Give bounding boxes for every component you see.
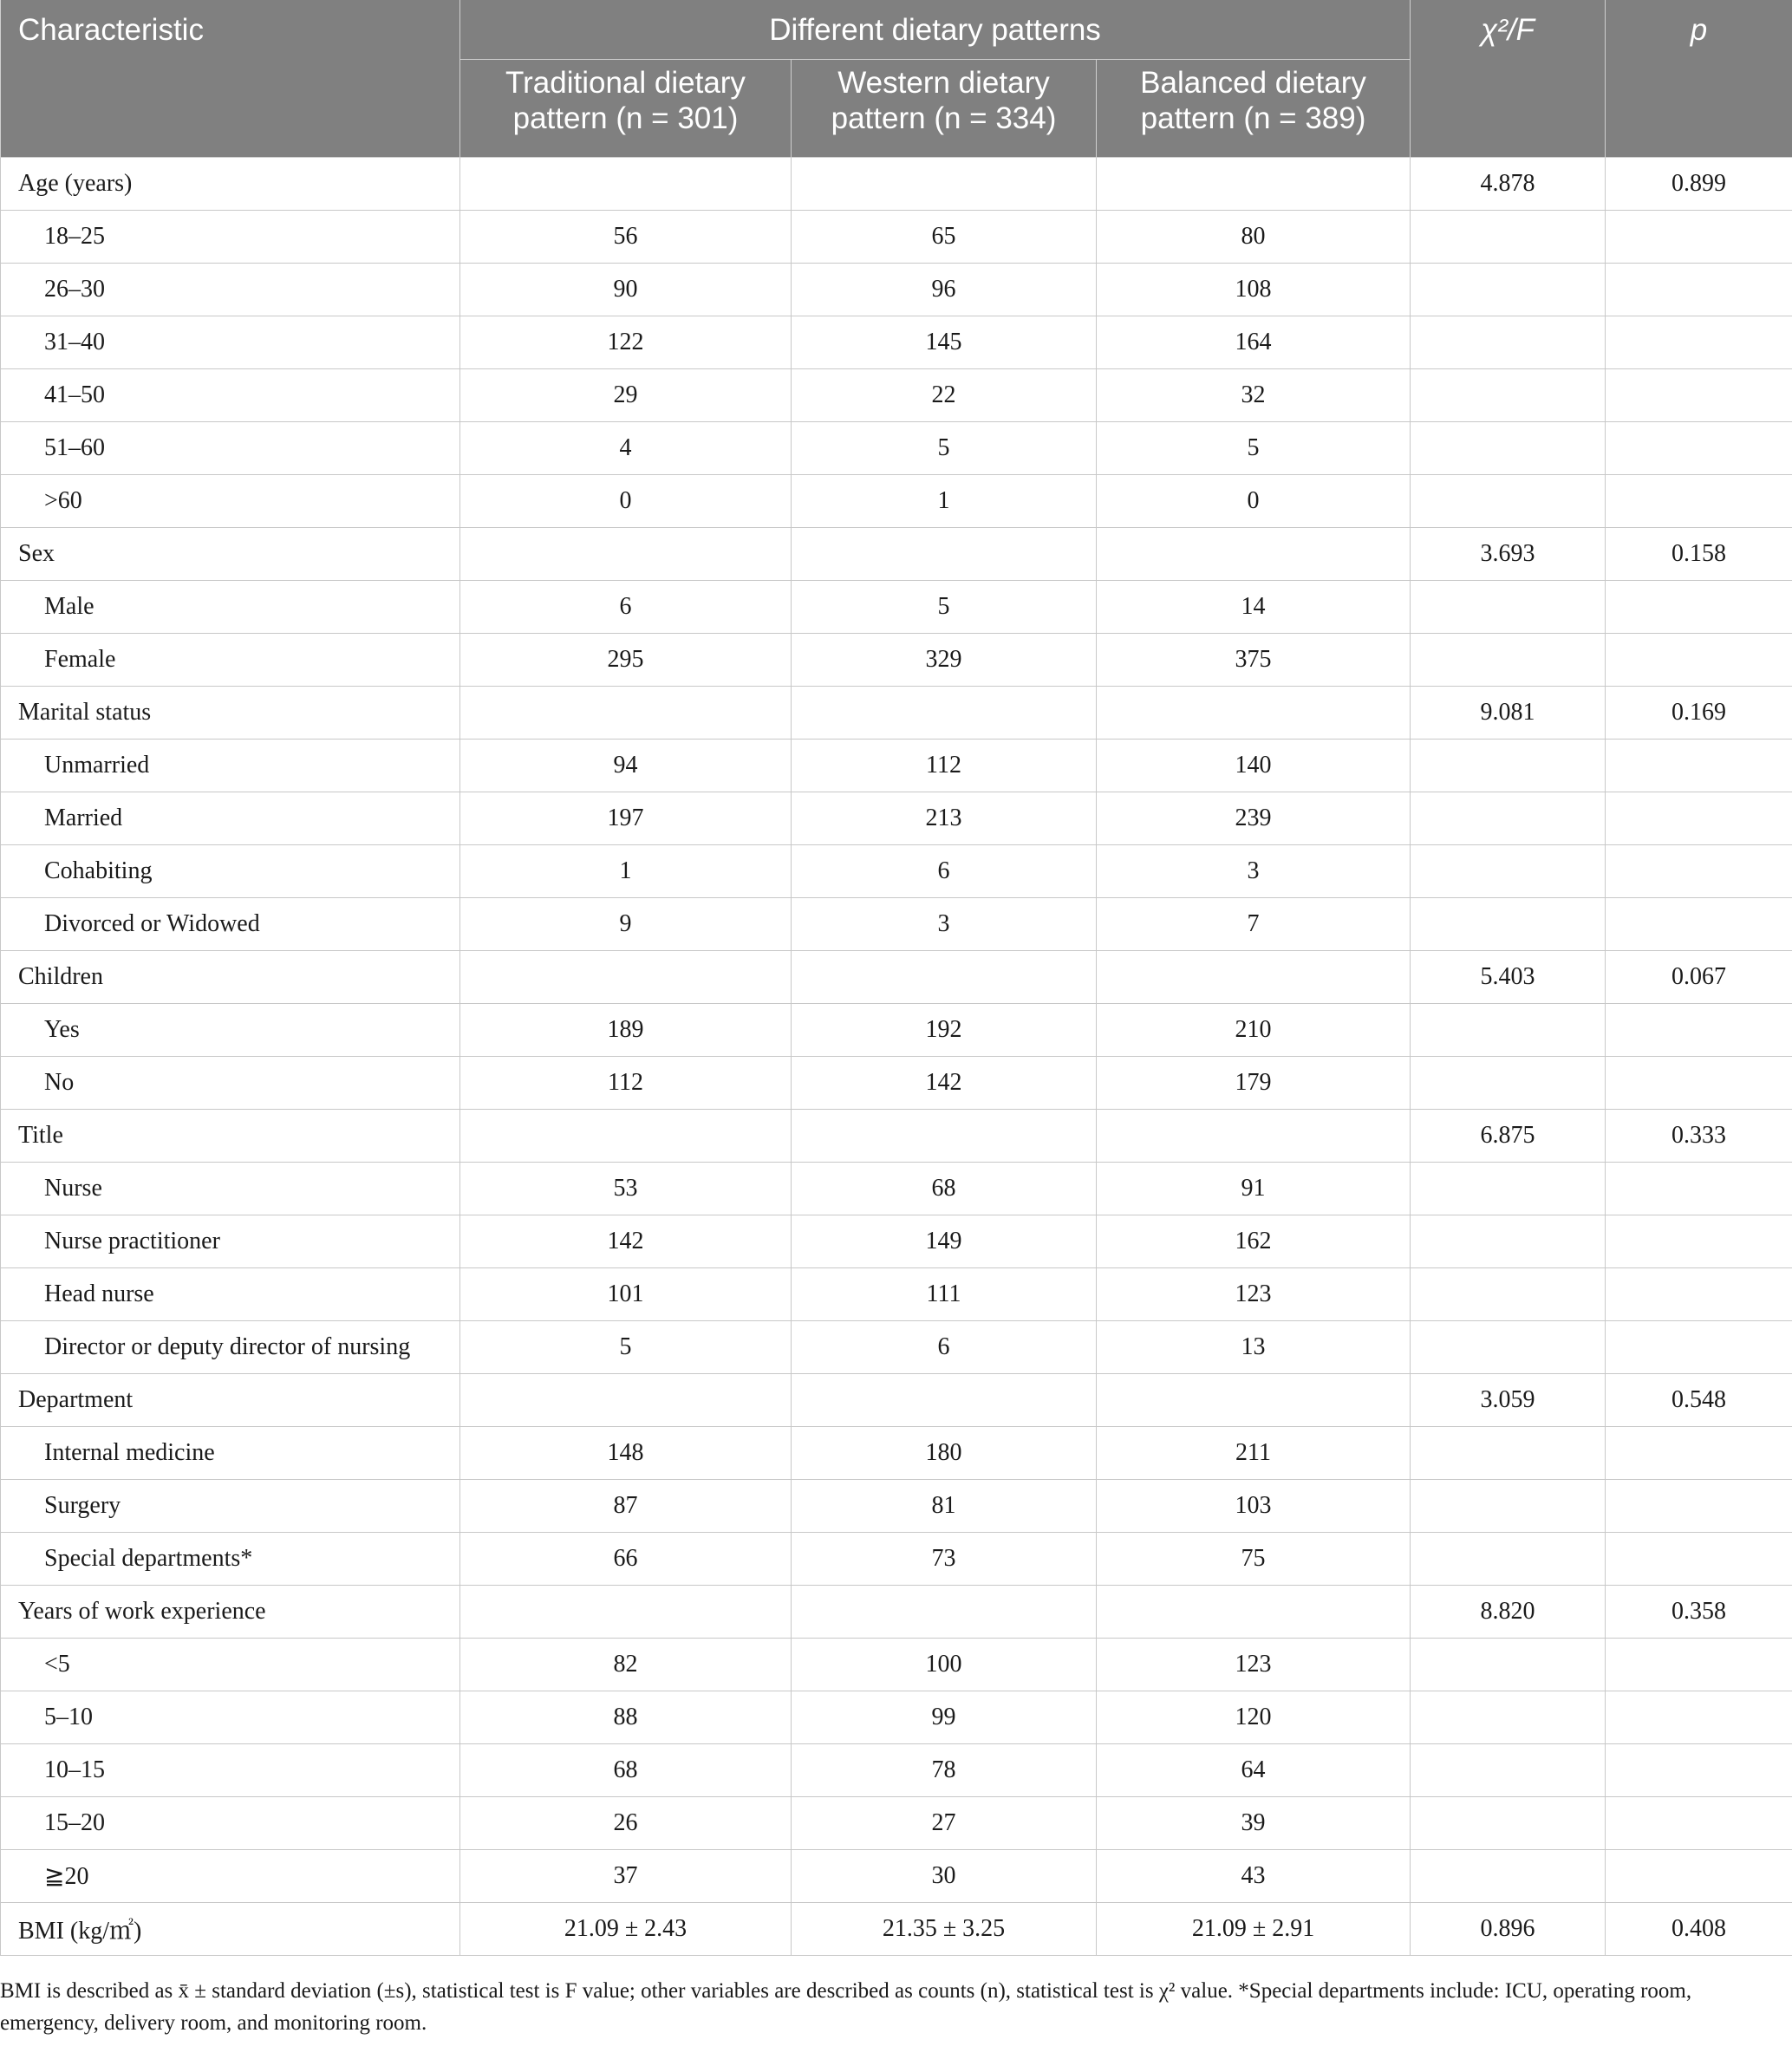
table-row (1, 950, 1792, 1003)
table-row (1, 1638, 1792, 1691)
row-label: 10–15 (1, 1743, 460, 1796)
cell-western: 1 (792, 474, 1097, 527)
table-row (1, 1320, 1792, 1373)
cell-western: 329 (792, 633, 1097, 686)
cell-balanced: 32 (1097, 368, 1411, 421)
row-label: 31–40 (1, 316, 460, 368)
cell-traditional: 122 (460, 316, 792, 368)
table-row (1, 1109, 1792, 1162)
row-label: Married (1, 792, 460, 844)
table-row (1, 1743, 1792, 1796)
cell-traditional: 37 (460, 1849, 792, 1902)
table-row (1, 686, 1792, 739)
cell-traditional: 53 (460, 1162, 792, 1215)
cell-balanced: 75 (1097, 1532, 1411, 1585)
cell-p (1606, 1056, 1792, 1109)
row-label: Yes (1, 1003, 460, 1056)
cell-balanced (1097, 527, 1411, 580)
cell-traditional: 0 (460, 474, 792, 527)
table-body (1, 157, 1792, 1955)
cell-western: 100 (792, 1638, 1097, 1691)
cell-p: 0.067 (1606, 950, 1792, 1003)
row-label: Unmarried (1, 739, 460, 792)
cell-stat (1411, 1479, 1606, 1532)
cell-stat (1411, 316, 1606, 368)
cell-western: 30 (792, 1849, 1097, 1902)
cell-western: 78 (792, 1743, 1097, 1796)
cell-western (792, 527, 1097, 580)
table-row (1, 1215, 1792, 1267)
cell-p: 0.158 (1606, 527, 1792, 580)
cell-stat (1411, 1215, 1606, 1267)
cell-balanced (1097, 1109, 1411, 1162)
cell-p (1606, 1796, 1792, 1849)
cell-balanced: 164 (1097, 316, 1411, 368)
cell-traditional: 197 (460, 792, 792, 844)
cell-traditional: 68 (460, 1743, 792, 1796)
cell-p (1606, 1003, 1792, 1056)
table-row (1, 1849, 1792, 1902)
cell-p: 0.899 (1606, 157, 1792, 210)
header-balanced-line1: Balanced dietary (1140, 65, 1366, 100)
cell-stat (1411, 1267, 1606, 1320)
cell-p (1606, 1638, 1792, 1691)
cell-p (1606, 897, 1792, 950)
row-label: Sex (1, 527, 460, 580)
row-label: Head nurse (1, 1267, 460, 1320)
cell-western (792, 1109, 1097, 1162)
cell-balanced: 13 (1097, 1320, 1411, 1373)
cell-balanced (1097, 950, 1411, 1003)
header-traditional-line1: Traditional dietary (505, 65, 746, 100)
cell-p (1606, 792, 1792, 844)
cell-traditional: 87 (460, 1479, 792, 1532)
cell-traditional: 26 (460, 1796, 792, 1849)
row-label: No (1, 1056, 460, 1109)
cell-traditional: 142 (460, 1215, 792, 1267)
cell-stat: 6.875 (1411, 1109, 1606, 1162)
table-row (1, 633, 1792, 686)
cell-stat (1411, 1796, 1606, 1849)
cell-traditional: 90 (460, 263, 792, 316)
cell-western: 3 (792, 897, 1097, 950)
cell-traditional (460, 527, 792, 580)
cell-p (1606, 1691, 1792, 1743)
cell-balanced: 21.09 ± 2.91 (1097, 1902, 1411, 1955)
cell-traditional (460, 1585, 792, 1638)
table-row (1, 844, 1792, 897)
cell-traditional: 5 (460, 1320, 792, 1373)
row-label: <5 (1, 1638, 460, 1691)
row-label: 41–50 (1, 368, 460, 421)
table-row (1, 1267, 1792, 1320)
cell-western: 21.35 ± 3.25 (792, 1902, 1097, 1955)
cell-p (1606, 1215, 1792, 1267)
header-p (1606, 0, 1792, 157)
table-row (1, 1796, 1792, 1849)
cell-p (1606, 1479, 1792, 1532)
header-western-line2: pattern (n = 334) (831, 101, 1057, 135)
cell-balanced: 7 (1097, 897, 1411, 950)
row-label: Department (1, 1373, 460, 1426)
cell-p (1606, 1849, 1792, 1902)
table-row (1, 1426, 1792, 1479)
cell-traditional (460, 1373, 792, 1426)
cell-traditional: 94 (460, 739, 792, 792)
cell-stat: 8.820 (1411, 1585, 1606, 1638)
cell-stat (1411, 1743, 1606, 1796)
cell-traditional: 21.09 ± 2.43 (460, 1902, 792, 1955)
cell-balanced (1097, 157, 1411, 210)
cell-stat (1411, 844, 1606, 897)
cell-traditional: 6 (460, 580, 792, 633)
cell-balanced: 5 (1097, 421, 1411, 474)
cell-traditional (460, 157, 792, 210)
cell-traditional: 88 (460, 1691, 792, 1743)
cell-traditional: 9 (460, 897, 792, 950)
table-row (1, 1902, 1792, 1955)
cell-balanced: 64 (1097, 1743, 1411, 1796)
cell-balanced (1097, 1373, 1411, 1426)
row-label: Nurse practitioner (1, 1215, 460, 1267)
row-label: BMI (kg/㎡) (1, 1902, 460, 1955)
cell-stat: 9.081 (1411, 686, 1606, 739)
cell-p: 0.408 (1606, 1902, 1792, 1955)
cell-western: 145 (792, 316, 1097, 368)
cell-p (1606, 739, 1792, 792)
cell-western: 96 (792, 263, 1097, 316)
table-row (1, 1373, 1792, 1426)
cell-traditional: 101 (460, 1267, 792, 1320)
cell-p (1606, 844, 1792, 897)
cell-stat (1411, 1426, 1606, 1479)
cell-p (1606, 1426, 1792, 1479)
table-footnote: BMI is described as x̄ ± standard deviation (±s), statistical test is F value; other variables are described as counts (n), statistical test is χ² value. *Special departments include: ICU, operating room, emergency, delivery room, and monitoring room. (0, 1979, 1692, 2035)
row-label: Special departments* (1, 1532, 460, 1585)
cell-balanced: 43 (1097, 1849, 1411, 1902)
cell-traditional: 56 (460, 210, 792, 263)
row-label: >60 (1, 474, 460, 527)
row-label: 15–20 (1, 1796, 460, 1849)
cell-balanced: 80 (1097, 210, 1411, 263)
header-group: Different dietary patterns (460, 0, 1411, 59)
table-row (1, 1691, 1792, 1743)
cell-stat (1411, 421, 1606, 474)
cell-p (1606, 1162, 1792, 1215)
cell-western: 111 (792, 1267, 1097, 1320)
cell-traditional: 66 (460, 1532, 792, 1585)
cell-stat (1411, 1320, 1606, 1373)
table-row (1, 210, 1792, 263)
cell-traditional: 189 (460, 1003, 792, 1056)
table-row (1, 474, 1792, 527)
cell-balanced: 120 (1097, 1691, 1411, 1743)
row-label: Male (1, 580, 460, 633)
row-label: Internal medicine (1, 1426, 460, 1479)
cell-stat: 3.059 (1411, 1373, 1606, 1426)
cell-balanced: 375 (1097, 633, 1411, 686)
cell-stat (1411, 1849, 1606, 1902)
cell-traditional (460, 1109, 792, 1162)
cell-balanced: 140 (1097, 739, 1411, 792)
cell-stat (1411, 1532, 1606, 1585)
cell-western (792, 1585, 1097, 1638)
cell-traditional: 4 (460, 421, 792, 474)
cell-stat: 3.693 (1411, 527, 1606, 580)
cell-western: 99 (792, 1691, 1097, 1743)
cell-western: 81 (792, 1479, 1097, 1532)
cell-p (1606, 368, 1792, 421)
cell-stat: 4.878 (1411, 157, 1606, 210)
cell-stat (1411, 1003, 1606, 1056)
cell-balanced: 108 (1097, 263, 1411, 316)
cell-traditional: 295 (460, 633, 792, 686)
table-row (1, 421, 1792, 474)
cell-balanced: 91 (1097, 1162, 1411, 1215)
cell-stat (1411, 263, 1606, 316)
table-row (1, 1162, 1792, 1215)
cell-western (792, 1373, 1097, 1426)
table-row (1, 368, 1792, 421)
cell-p: 0.333 (1606, 1109, 1792, 1162)
cell-p (1606, 474, 1792, 527)
cell-western: 6 (792, 844, 1097, 897)
table-row (1, 897, 1792, 950)
cell-western: 5 (792, 421, 1097, 474)
cell-stat (1411, 1691, 1606, 1743)
cell-p (1606, 1320, 1792, 1373)
row-label: ≧20 (1, 1849, 460, 1902)
cell-stat (1411, 633, 1606, 686)
header-stat (1411, 0, 1606, 157)
row-label: Years of work experience (1, 1585, 460, 1638)
cell-balanced: 179 (1097, 1056, 1411, 1109)
header-stat-text: χ²/F (1481, 13, 1535, 47)
table-row (1, 1056, 1792, 1109)
table-row (1, 739, 1792, 792)
cell-traditional: 112 (460, 1056, 792, 1109)
cell-balanced: 0 (1097, 474, 1411, 527)
table-row (1, 580, 1792, 633)
header-balanced (1097, 59, 1411, 157)
cell-traditional (460, 686, 792, 739)
row-label: 51–60 (1, 421, 460, 474)
cell-stat (1411, 792, 1606, 844)
cell-p (1606, 1743, 1792, 1796)
table-row (1, 1585, 1792, 1638)
row-label: 18–25 (1, 210, 460, 263)
header-traditional (460, 59, 792, 157)
cell-p (1606, 1267, 1792, 1320)
cell-balanced: 239 (1097, 792, 1411, 844)
cell-balanced: 162 (1097, 1215, 1411, 1267)
cell-p (1606, 263, 1792, 316)
cell-western: 22 (792, 368, 1097, 421)
row-label: Children (1, 950, 460, 1003)
cell-balanced: 3 (1097, 844, 1411, 897)
cell-stat (1411, 474, 1606, 527)
table-row (1, 1532, 1792, 1585)
cell-stat (1411, 368, 1606, 421)
header-p-text: p (1690, 13, 1708, 47)
cell-p (1606, 316, 1792, 368)
cell-western (792, 157, 1097, 210)
cell-p (1606, 210, 1792, 263)
cell-balanced (1097, 686, 1411, 739)
cell-balanced: 211 (1097, 1426, 1411, 1479)
cell-traditional: 148 (460, 1426, 792, 1479)
cell-western: 5 (792, 580, 1097, 633)
table-row (1, 157, 1792, 210)
cell-western: 112 (792, 739, 1097, 792)
header-western-line1: Western dietary (837, 65, 1050, 100)
cell-western: 73 (792, 1532, 1097, 1585)
cell-western: 213 (792, 792, 1097, 844)
cell-stat (1411, 1638, 1606, 1691)
table-row (1, 1003, 1792, 1056)
cell-balanced (1097, 1585, 1411, 1638)
row-label: Cohabiting (1, 844, 460, 897)
cell-balanced: 123 (1097, 1267, 1411, 1320)
cell-traditional: 29 (460, 368, 792, 421)
header-traditional-line2: pattern (n = 301) (512, 101, 739, 135)
cell-western: 27 (792, 1796, 1097, 1849)
cell-stat (1411, 580, 1606, 633)
table-header (1, 0, 1792, 157)
cell-stat (1411, 210, 1606, 263)
table-row (1, 316, 1792, 368)
cell-p (1606, 421, 1792, 474)
table-row (1, 263, 1792, 316)
header-western (792, 59, 1097, 157)
table-row (1, 792, 1792, 844)
cell-western: 6 (792, 1320, 1097, 1373)
cell-western: 68 (792, 1162, 1097, 1215)
cell-western: 142 (792, 1056, 1097, 1109)
cell-traditional: 82 (460, 1638, 792, 1691)
cell-stat (1411, 1162, 1606, 1215)
row-label: Nurse (1, 1162, 460, 1215)
cell-stat (1411, 1056, 1606, 1109)
cell-p: 0.548 (1606, 1373, 1792, 1426)
header-balanced-line2: pattern (n = 389) (1140, 101, 1366, 135)
cell-western: 65 (792, 210, 1097, 263)
cell-balanced: 210 (1097, 1003, 1411, 1056)
table-row (1, 527, 1792, 580)
cell-p: 0.169 (1606, 686, 1792, 739)
row-label: 26–30 (1, 263, 460, 316)
cell-stat (1411, 739, 1606, 792)
cell-western: 192 (792, 1003, 1097, 1056)
cell-balanced: 103 (1097, 1479, 1411, 1532)
cell-p (1606, 1532, 1792, 1585)
cell-p: 0.358 (1606, 1585, 1792, 1638)
cell-stat: 0.896 (1411, 1902, 1606, 1955)
cell-western (792, 686, 1097, 739)
row-label: Marital status (1, 686, 460, 739)
cell-balanced: 39 (1097, 1796, 1411, 1849)
cell-western: 180 (792, 1426, 1097, 1479)
cell-traditional: 1 (460, 844, 792, 897)
row-label: Age (years) (1, 157, 460, 210)
row-label: Director or deputy director of nursing (1, 1320, 460, 1373)
row-label: Female (1, 633, 460, 686)
cell-stat (1411, 897, 1606, 950)
cell-p (1606, 580, 1792, 633)
cell-balanced: 123 (1097, 1638, 1411, 1691)
cell-stat: 5.403 (1411, 950, 1606, 1003)
cell-western: 149 (792, 1215, 1097, 1267)
row-label: 5–10 (1, 1691, 460, 1743)
cell-balanced: 14 (1097, 580, 1411, 633)
row-label: Title (1, 1109, 460, 1162)
table-row (1, 1479, 1792, 1532)
cell-traditional (460, 950, 792, 1003)
row-label: Divorced or Widowed (1, 897, 460, 950)
row-label: Surgery (1, 1479, 460, 1532)
cell-western (792, 950, 1097, 1003)
header-characteristic: Characteristic (1, 0, 460, 157)
cell-p (1606, 633, 1792, 686)
